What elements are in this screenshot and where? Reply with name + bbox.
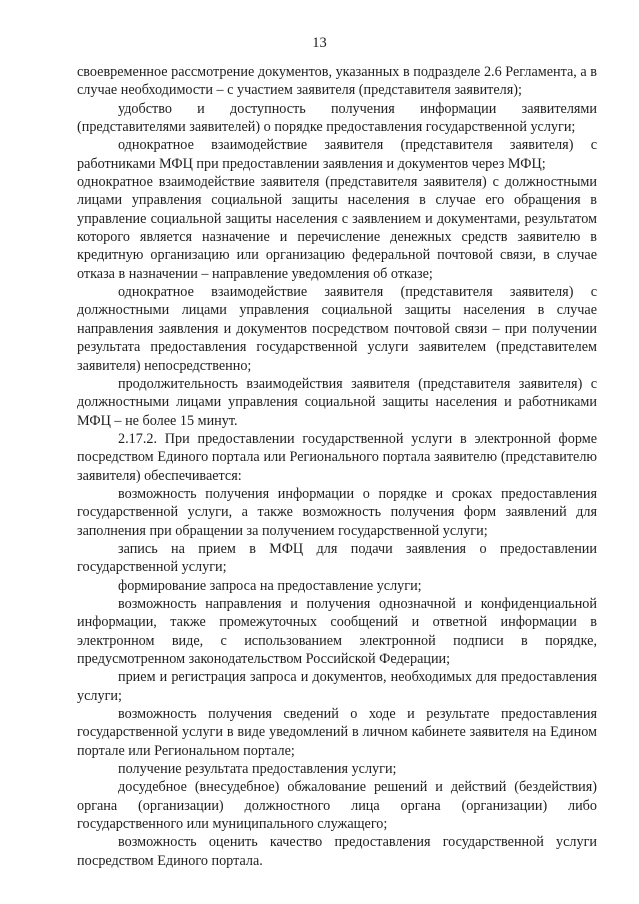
paragraph-14: получение результата предоставления услуги; <box>118 761 397 778</box>
paragraph-2: удобство и доступность получения информации заявителями (представителями заявителей) о порядке предоставления государственной услуги; <box>77 100 597 136</box>
paragraph-7: 2.17.2. При предоставлении государственной услуги в электронной форме посредством Единого портала или Регионального портала заявителю (представителю заявителя) обеспечивается: <box>77 430 597 484</box>
paragraph-8: возможность получения информации о порядке и сроках предоставления государственной услуги, а также возможность получения форм заявлений для заполнения при обращении за получением государственной услуги; <box>77 485 597 539</box>
paragraph-15: досудебное (внесудебное) обжалование решений и действий (бездействия) органа (организации) должностного лица органа (организации) либо государственного или муниципального служащего; <box>77 779 597 833</box>
paragraph-5: однократное взаимодействие заявителя (представителя заявителя) с должностными лицами управления социальной защиты населения в случае направления заявления и документов посредством почтовой связи – при получении результата предоставления государственной услуги заявителем (представителем заявителя) непосредственно; <box>77 284 597 374</box>
paragraph-12: прием и регистрация запроса и документов, необходимых для предоставления услуги; <box>77 669 597 704</box>
paragraph-10: формирование запроса на предоставление услуги; <box>118 577 422 594</box>
paragraph-3: однократное взаимодействие заявителя (представителя заявителя) с работниками МФЦ при предоставлении заявления и документов через МФЦ; <box>77 137 597 172</box>
paragraph-11: возможность направления и получения однозначной и конфиденциальной информации, также промежуточных сообщений и ответной информации в электронном виде, с использованием электронной подписи в порядке, предусмотренном законодательством Российской Федерации; <box>77 595 597 667</box>
paragraph-16: возможность оценить качество предоставления государственной услуги посредством Единого портала. <box>77 834 597 869</box>
paragraph-13: возможность получения сведений о ходе и результате предоставления государственной услуги в виде уведомлений в личном кабинете заявителя на Едином портале или Региональном портале; <box>77 706 597 759</box>
paragraph-6: продолжительность взаимодействия заявителя (представителя заявителя) с должностными лицами управления социальной защиты населения и работниками МФЦ – не более 15 минут. <box>77 375 597 429</box>
paragraph-1: своевременное рассмотрение документов, указанных в подразделе 2.6 Регламента, а в случае необходимости – с участием заявителя (представителя заявителя); <box>77 64 597 99</box>
paragraph-4: однократное взаимодействие заявителя (представителя заявителя) с должностными лицами управления социальной защиты населения в случае его обращения в управление социальной защиты населения с заявлением и документами, результатом которого является назначение и перечисление денежных средств заявителю в кредитную организацию или организацию федеральной почтовой связи, в случае отказа в назначении – направление уведомления об отказе; <box>77 174 597 282</box>
body-text <box>77 63 597 870</box>
page-number: 13 <box>312 35 327 51</box>
paragraph-9: запись на прием в МФЦ для подачи заявления о предоставлении государственной услуги; <box>77 540 597 576</box>
